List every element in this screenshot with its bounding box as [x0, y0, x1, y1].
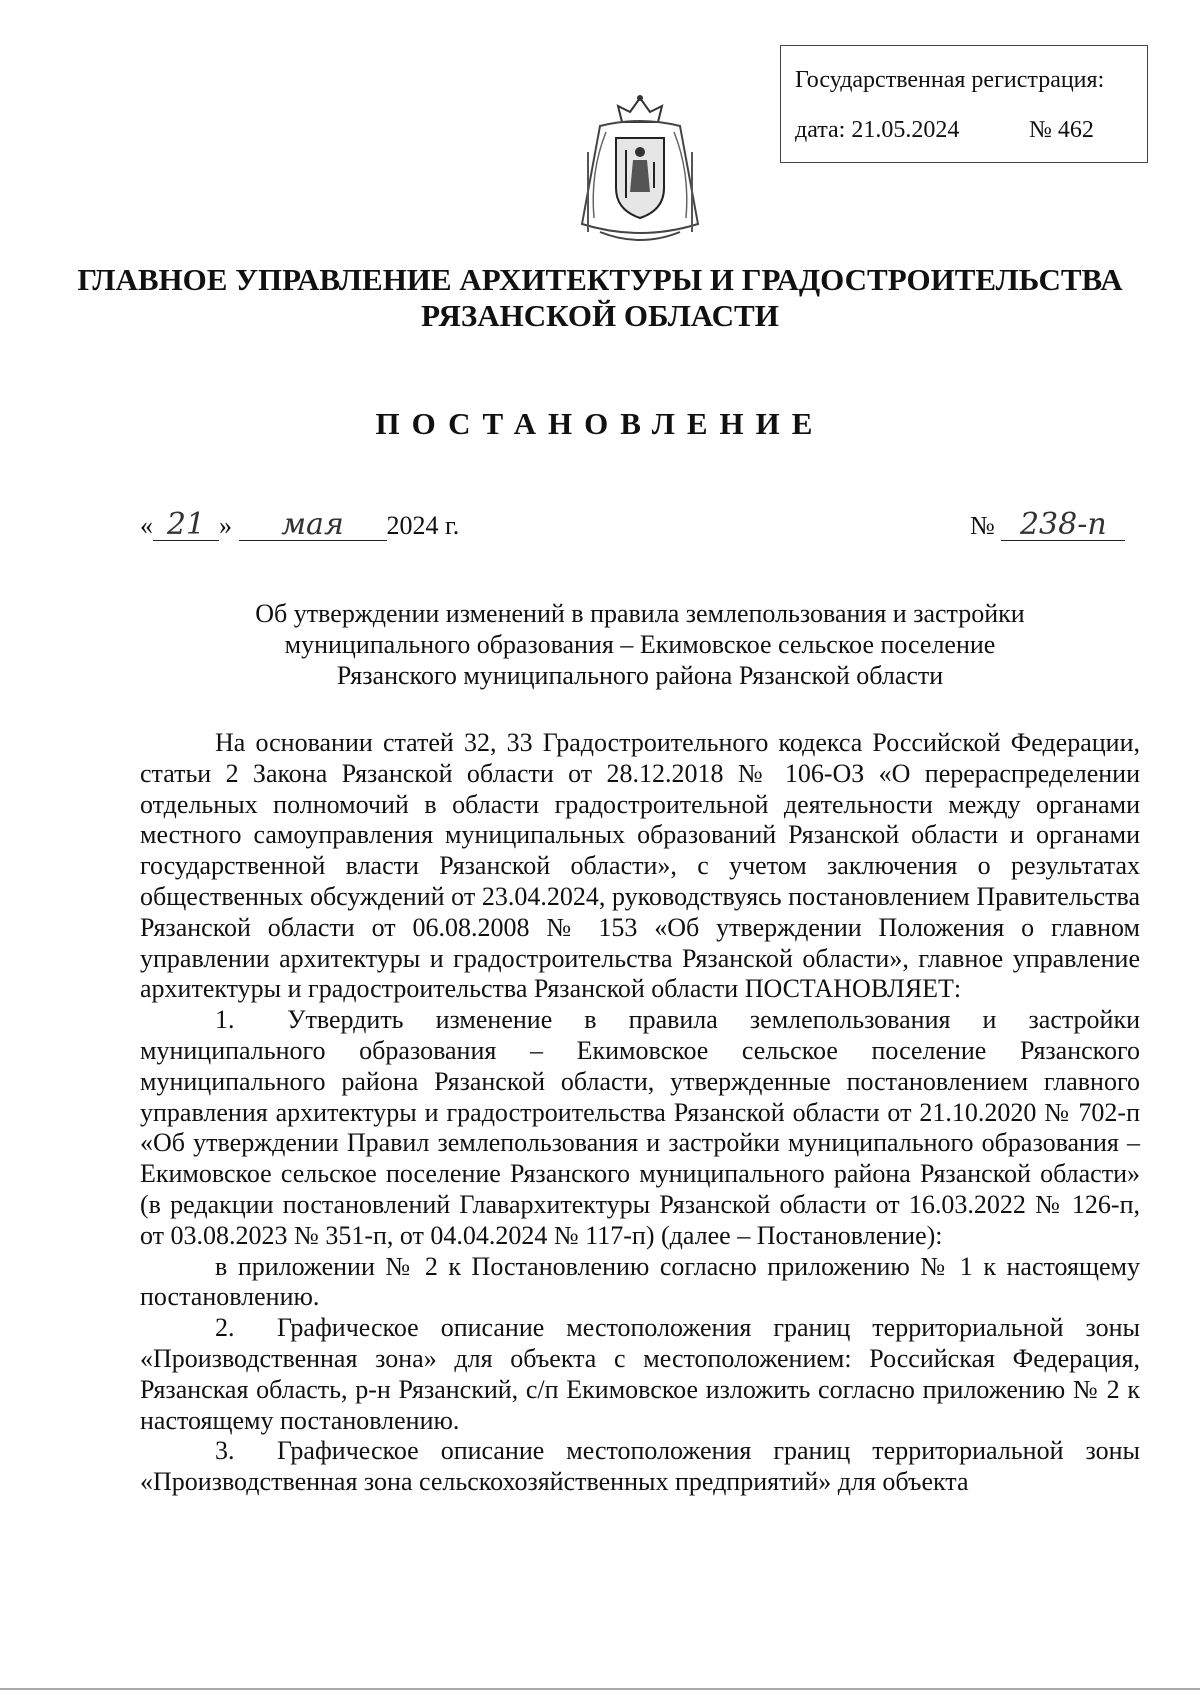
item-1-paragraph	[140, 1005, 1140, 1251]
item-text: Графическое описание местоположения границ территориальной зоны «Производственная зона сельскохозяйственных предприятий» для объекта	[140, 1436, 1141, 1497]
registration-number: № 462	[1029, 117, 1094, 143]
item-text: Утвердить изменение в правила землепользования и застройки муниципального образования – Екимовское сельское поселение Рязанского муниципального района Рязанской области, утвержденные постановлением главного управления архитектуры и градостроительства Рязанской области от 21.10.2020 № 702-п «Об утверждении Правил землепользования и застройки муниципального образования – Екимовское сельское поселение Рязанского муниципального района Рязанской области» (в редакции постановлений Главархитектуры Рязанской области от 16.03.2022 № 126-п, от 03.08.2023 № 351-п, от 04.04.2024 № 117-п) (далее – Постановление):	[140, 1005, 1140, 1250]
scan-bottom-edge	[0, 1688, 1200, 1690]
item-number: 1.	[215, 1005, 235, 1035]
decree-subject	[140, 598, 1140, 691]
number-prefix: №	[970, 511, 995, 540]
subject-line: Рязанского муниципального района Рязанской области	[336, 661, 944, 690]
date-open-quote: «	[140, 511, 153, 540]
item-1-subparagraph: в приложении № 2 к Постановлению согласно приложению № 1 к настоящему постановлению.	[140, 1251, 1140, 1312]
subject-line: Об утверждении изменений в правила землепользования и застройки	[255, 599, 1025, 628]
decree-number	[970, 507, 1125, 542]
decree-date	[140, 507, 460, 542]
ryazan-coat-of-arms-icon	[560, 92, 720, 252]
registration-date: дата: 21.05.2024	[795, 117, 960, 143]
item-3-paragraph	[140, 1436, 1140, 1498]
organization-name-line2: РЯЗАНСКОЙ ОБЛАСТИ	[421, 298, 779, 333]
number-value: 238-п	[1001, 510, 1125, 541]
date-month: мая	[239, 510, 387, 541]
item-2-paragraph	[140, 1313, 1140, 1436]
registration-title: Государственная регистрация:	[795, 67, 1105, 93]
registration-stamp	[780, 45, 1148, 163]
date-year: 2024 г.	[386, 511, 460, 540]
subject-line: муниципального образования – Екимовское сельское поселение	[284, 630, 996, 659]
item-text: Графическое описание местоположения границ территориальной зоны «Производственная зона» для объекта с местоположением: Российская Федерация, Рязанская область, р-н Рязанский, с/п Екимовское изложить согласно приложению № 2 к настоящему постановлению.	[140, 1313, 1141, 1435]
item-number: 3.	[215, 1436, 235, 1466]
document-type-title: ПОСТАНОВЛЕНИЕ	[375, 406, 825, 441]
date-day: 21	[153, 510, 219, 541]
item-number: 2.	[215, 1313, 235, 1343]
date-close-quote: »	[219, 511, 232, 540]
decree-body	[140, 728, 1140, 1498]
preamble-paragraph: На основании статей 32, 33 Градостроительного кодекса Российской Федерации, статьи 2 Закона Рязанской области от 28.12.2018 № 106-ОЗ «О перераспределении отдельных полномочий в области градостроительной деятельности между органами местного самоуправления муниципальных образований Рязанской области и органами государственной власти Рязанской области», с учетом заключения о результатах общественных обсуждений от 23.04.2024, руководствуясь постановлением Правительства Рязанской области от 06.08.2008 № 153 «Об утверждении Положения о главном управлении архитектуры и градостроительства Рязанской области», главное управление архитектуры и градостроительства Рязанской области ПОСТАНОВЛЯЕТ:	[140, 728, 1140, 1004]
organization-name-line1: ГЛАВНОЕ УПРАВЛЕНИЕ АРХИТЕКТУРЫ И ГРАДОСТРОИТЕЛЬСТВА	[77, 262, 1123, 297]
